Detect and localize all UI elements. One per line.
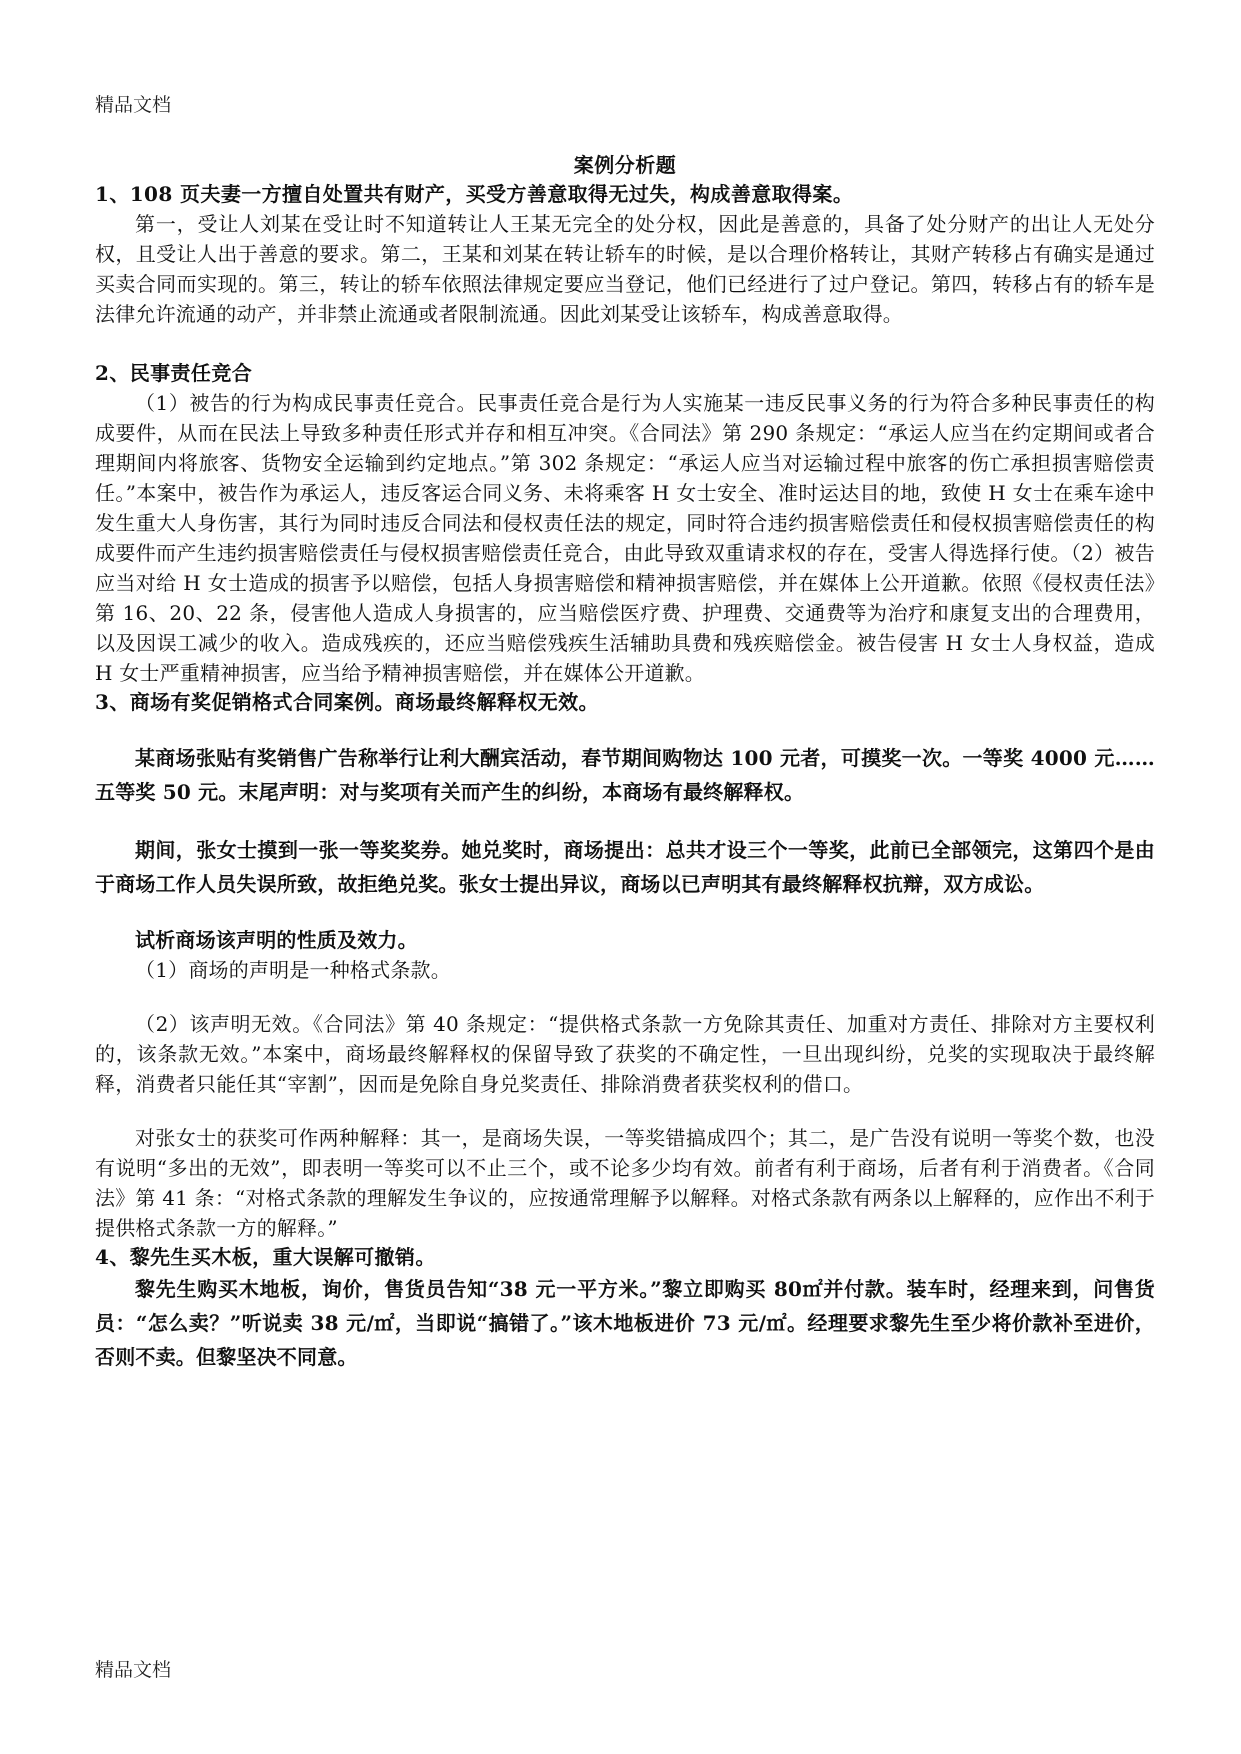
document-title: 案例分析题	[573, 153, 677, 177]
case-2-heading: 2、民事责任竞合	[95, 361, 253, 385]
case-4-heading: 4、黎先生买木板，重大误解可撤销。	[95, 1245, 436, 1269]
case-3-heading: 3、商场有奖促销格式合同案例。商场最终解释权无效。	[95, 690, 599, 714]
case-4-paragraph: 黎先生购买木地板，询价，售货员告知“38 元一平方米。”黎立即购买 80㎡并付款。装车时，经理来到，问售货员：“怎么卖？”听说卖 38 元/㎡，当即说“搞错了。”该木地板进价 73 元/㎡。经理要求黎先生至少将价款补至进价，否则不卖。但黎坚决不同意。	[95, 1277, 1155, 1369]
page-footer-mark: 精品文档	[95, 1659, 172, 1681]
case-2-paragraph: （1）被告的行为构成民事责任竞合。民事责任竞合是行为人实施某一违反民事义务的行为符合多种民事责任的构成要件，从而在民法上导致多种责任形式并存和相互冲突。《合同法》第 290 条规定：“承运人应当在约定期间或者合理期间内将旅客、货物安全运输到约定地点。”第 302 条规定：“承运人应当对运输过程中旅客的伤亡承担损害赔偿责任。”本案中，被告作为承运人，违反客运合同义务、未将乘客 H 女士安全、准时运达目的地，致使 H 女士在乘车途中发生重大人身伤害，其行为同时违反合同法和侵权责任法的规定，同时符合违约损害赔偿责任和侵权损害赔偿责任的构成要件而产生违约损害赔偿责任与侵权损害赔偿责任竞合，由此导致双重请求权的存在，受害人得选择行使。（2）被告应当对给 H 女士造成的损害予以赔偿，包括人身损害赔偿和精神损害赔偿，并在媒体上公开道歉。依照《侵权责任法》第 16、20、22 条，侵害他人造成人身损害的，应当赔偿医疗费、护理费、交通费等为治疗和康复支出的合理费用，以及因误工减少的收入。造成残疾的，还应当赔偿残疾生活辅助具费和残疾赔偿金。被告侵害 H 女士人身权益，造成 H 女士严重精神损害，应当给予精神损害赔偿，并在媒体公开道歉。	[95, 391, 1155, 685]
case-1-heading: 1、108 页夫妻一方擅自处置共有财产，买受方善意取得无过失，构成善意取得案。	[95, 182, 854, 206]
case-3-question: 试析商场该声明的性质及效力。	[135, 928, 418, 952]
case-3-facts-1: 某商场张贴有奖销售广告称举行让利大酬宾活动，春节期间购物达 100 元者，可摸奖一次。一等奖 4000 元……五等奖 50 元。末尾声明：对与奖项有关而产生的纠纷，本商场有最终解释权。	[95, 746, 1155, 804]
page-header-mark: 精品文档	[95, 94, 172, 116]
case-3-answer-1: （1）商场的声明是一种格式条款。	[135, 958, 451, 982]
document-body	[95, 150, 1155, 1374]
case-3-facts-2: 期间，张女士摸到一张一等奖奖券。她兑奖时，商场提出：总共才设三个一等奖，此前已全部领完，这第四个是由于商场工作人员失误所致，故拒绝兑奖。张女士提出异议，商场以已声明其有最终解释权抗辩，双方成讼。	[95, 838, 1155, 896]
case-3-answer-2: （2）该声明无效。《合同法》第 40 条规定：“提供格式条款一方免除其责任、加重对方责任、排除对方主要权利的，该条款无效。”本案中，商场最终解释权的保留导致了获奖的不确定性，一旦出现纠纷，兑奖的实现取决于最终解释，消费者只能任其“宰割”，因而是免除自身兑奖责任、排除消费者获奖权利的借口。	[95, 1012, 1155, 1096]
case-3-answer-3: 对张女士的获奖可作两种解释：其一，是商场失误，一等奖错搞成四个；其二，是广告没有说明一等奖个数，也没有说明“多出的无效”，即表明一等奖可以不止三个，或不论多少均有效。前者有利于商场，后者有利于消费者。《合同法》第 41 条：“对格式条款的理解发生争议的，应按通常理解予以解释。对格式条款有两条以上解释的，应作出不利于提供格式条款一方的解释。”	[95, 1126, 1155, 1240]
case-1-paragraph: 第一，受让人刘某在受让时不知道转让人王某无完全的处分权，因此是善意的，具备了处分财产的出让人无处分权，且受让人出于善意的要求。第二，王某和刘某在转让轿车的时候，是以合理价格转让，其财产转移占有确实是通过买卖合同而实现的。第三，转让的轿车依照法律规定要应当登记，他们已经进行了过户登记。第四，转移占有的轿车是法律允许流通的动产，并非禁止流通或者限制流通。因此刘某受让该轿车，构成善意取得。	[95, 212, 1155, 326]
